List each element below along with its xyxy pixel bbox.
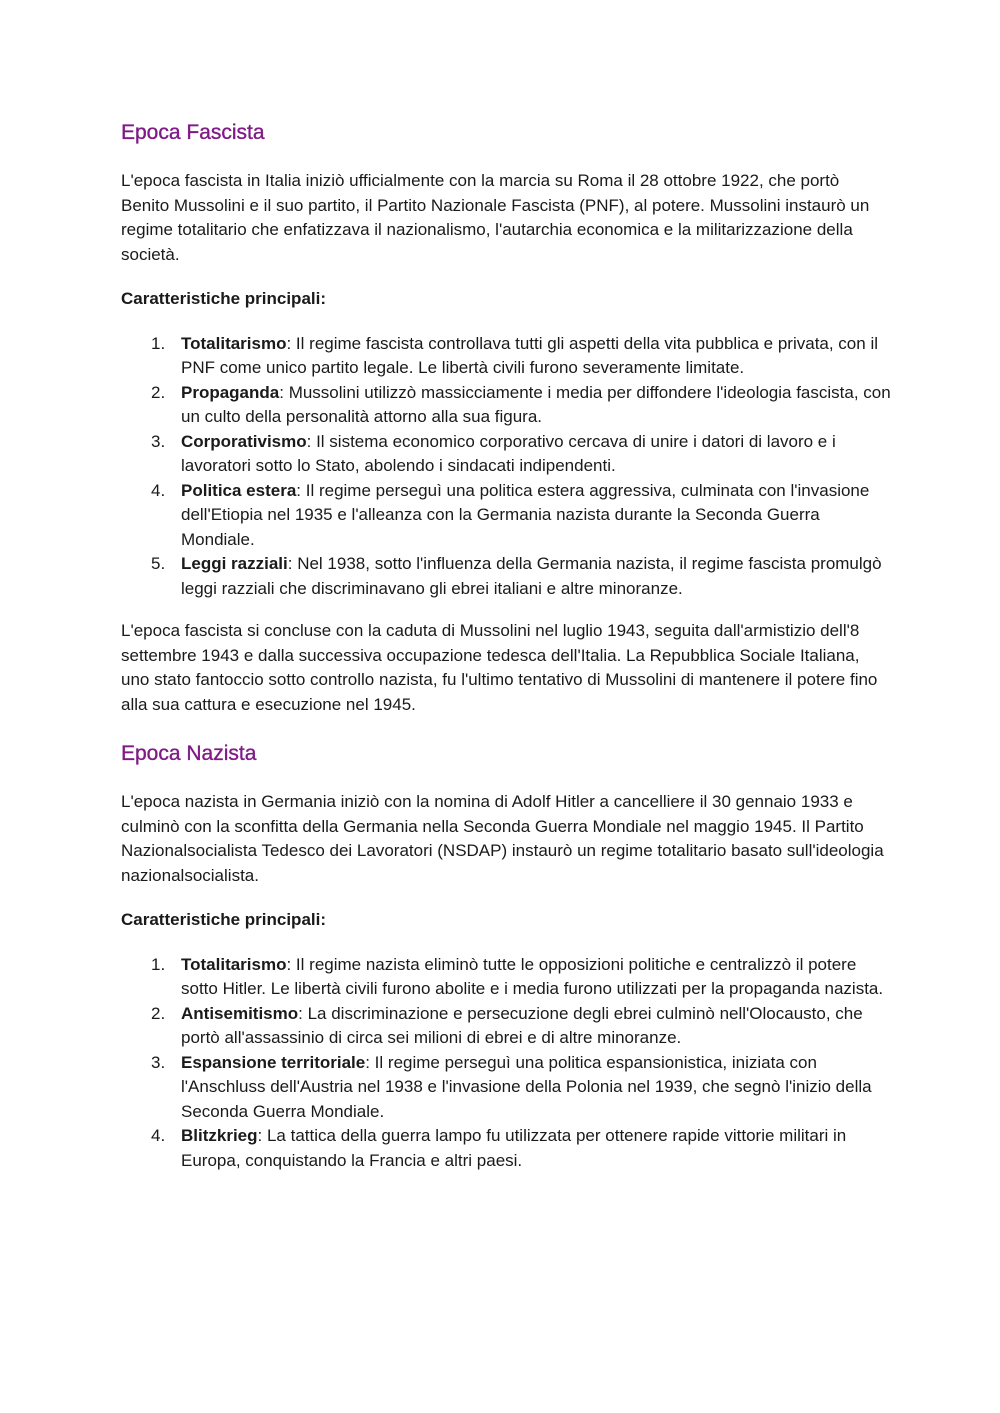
- list-text: : Il regime perseguì una politica estera aggressiva, culminata con l'invasione dell'Etiopia nel 1935 e l'alleanza con la Germania nazista durante la Seconda Guerra Mondiale.: [181, 480, 870, 549]
- list-number: 4.: [151, 480, 166, 500]
- list-term: Totalitarismo: [181, 954, 287, 974]
- nazi-features-list: [121, 953, 891, 1174]
- list-text: : La tattica della guerra lampo fu utilizzata per ottenere rapide vittorie militari in Europa, conquistando la Francia e altri paesi.: [181, 1126, 847, 1170]
- list-item: [121, 430, 891, 479]
- section-heading-fascist: Epoca Fascista: [121, 121, 265, 144]
- list-item: [121, 552, 891, 601]
- list-term: Corporativismo: [181, 431, 307, 451]
- fascist-subheading: Caratteristiche principali:: [121, 289, 327, 308]
- list-term: Totalitarismo: [181, 333, 287, 353]
- list-item: [121, 479, 891, 553]
- list-number: 3.: [151, 431, 166, 451]
- fascist-features-list: [121, 332, 891, 602]
- list-term: Propaganda: [181, 382, 280, 402]
- section-heading-nazi: Epoca Nazista: [121, 742, 257, 765]
- list-item: [121, 1002, 891, 1051]
- list-item: [121, 1051, 891, 1125]
- list-term: Blitzkrieg: [181, 1126, 258, 1145]
- list-text: : Il regime perseguì una politica espansionistica, iniziata con l'Anschluss dell'Austria nel 1938 e l'invasione della Polonia nel 1939, che segnò l'inizio della Seconda Guerra Mondiale.: [181, 1052, 872, 1121]
- document-page: [121, 118, 891, 1173]
- list-number: 1.: [151, 333, 166, 353]
- list-number: 2.: [151, 1003, 166, 1023]
- list-number: 3.: [151, 1052, 166, 1072]
- list-text: : Il regime fascista controllava tutti gli aspetti della vita pubblica e privata, con il PNF come unico partito legale. Le libertà civili furono severamente limitate.: [181, 333, 878, 377]
- list-item: [121, 953, 891, 1002]
- list-text: : Mussolini utilizzò massicciamente i media per diffondere l'ideologia fascista, con un culto della personalità attorno alla sua figura.: [181, 382, 891, 426]
- list-text: : Il regime nazista eliminò tutte le opposizioni politiche e centralizzò il potere sotto Hitler. Le libertà civili furono abolite e i media furono utilizzati per la propaganda nazista.: [181, 954, 884, 998]
- list-text: : Nel 1938, sotto l'influenza della Germania nazista, il regime fascista promulgò leggi razziali che discriminavano gli ebrei italiani e altre minoranze.: [181, 554, 882, 598]
- list-term: Leggi razziali: [181, 554, 288, 573]
- list-item: [121, 1124, 891, 1173]
- nazi-intro-paragraph: L'epoca nazista in Germania iniziò con la nomina di Adolf Hitler a cancelliere il 30 gennaio 1933 e culminò con la sconfitta della Germania nella Seconda Guerra Mondiale nel maggio 1945. Il Partito Nazionalsocialista Tedesco dei Lavoratori (NSDAP) instaurò un regime totalitario basato sull'ideologia nazionalsocialista.: [121, 792, 884, 885]
- fascist-closing-paragraph: L'epoca fascista si concluse con la caduta di Mussolini nel luglio 1943, seguita dall'armistizio dell'8 settembre 1943 e dalla successiva occupazione tedesca dell'Italia. La Repubblica Sociale Italiana, uno stato fantoccio sotto controllo nazista, fu l'ultimo tentativo di Mussolini di mantenere il potere fino alla sua cattura e esecuzione nel 1945.: [121, 621, 878, 714]
- nazi-subheading: Caratteristiche principali:: [121, 910, 327, 929]
- list-number: 2.: [151, 382, 166, 402]
- list-item: [121, 332, 891, 381]
- list-number: 1.: [151, 954, 166, 974]
- fascist-intro-paragraph: L'epoca fascista in Italia iniziò ufficialmente con la marcia su Roma il 28 ottobre 1922, che portò Benito Mussolini e il suo partito, il Partito Nazionale Fascista (PNF), al potere. Mussolini instaurò un regime totalitario che enfatizzava il nazionalismo, l'autarchia economica e la militarizzazione della società.: [121, 171, 870, 264]
- list-number: 4.: [151, 1126, 166, 1145]
- list-term: Espansione territoriale: [181, 1052, 366, 1072]
- list-text: : La discriminazione e persecuzione degli ebrei culminò nell'Olocausto, che portò all'assassinio di circa sei milioni di ebrei e di altre minoranze.: [181, 1003, 863, 1047]
- list-text: : Il sistema economico corporativo cercava di unire i datori di lavoro e i lavoratori sotto lo Stato, abolendo i sindacati indipendenti.: [181, 431, 836, 475]
- list-term: Politica estera: [181, 480, 297, 500]
- list-term: Antisemitismo: [181, 1003, 299, 1023]
- list-number: 5.: [151, 554, 166, 573]
- list-item: [121, 381, 891, 430]
